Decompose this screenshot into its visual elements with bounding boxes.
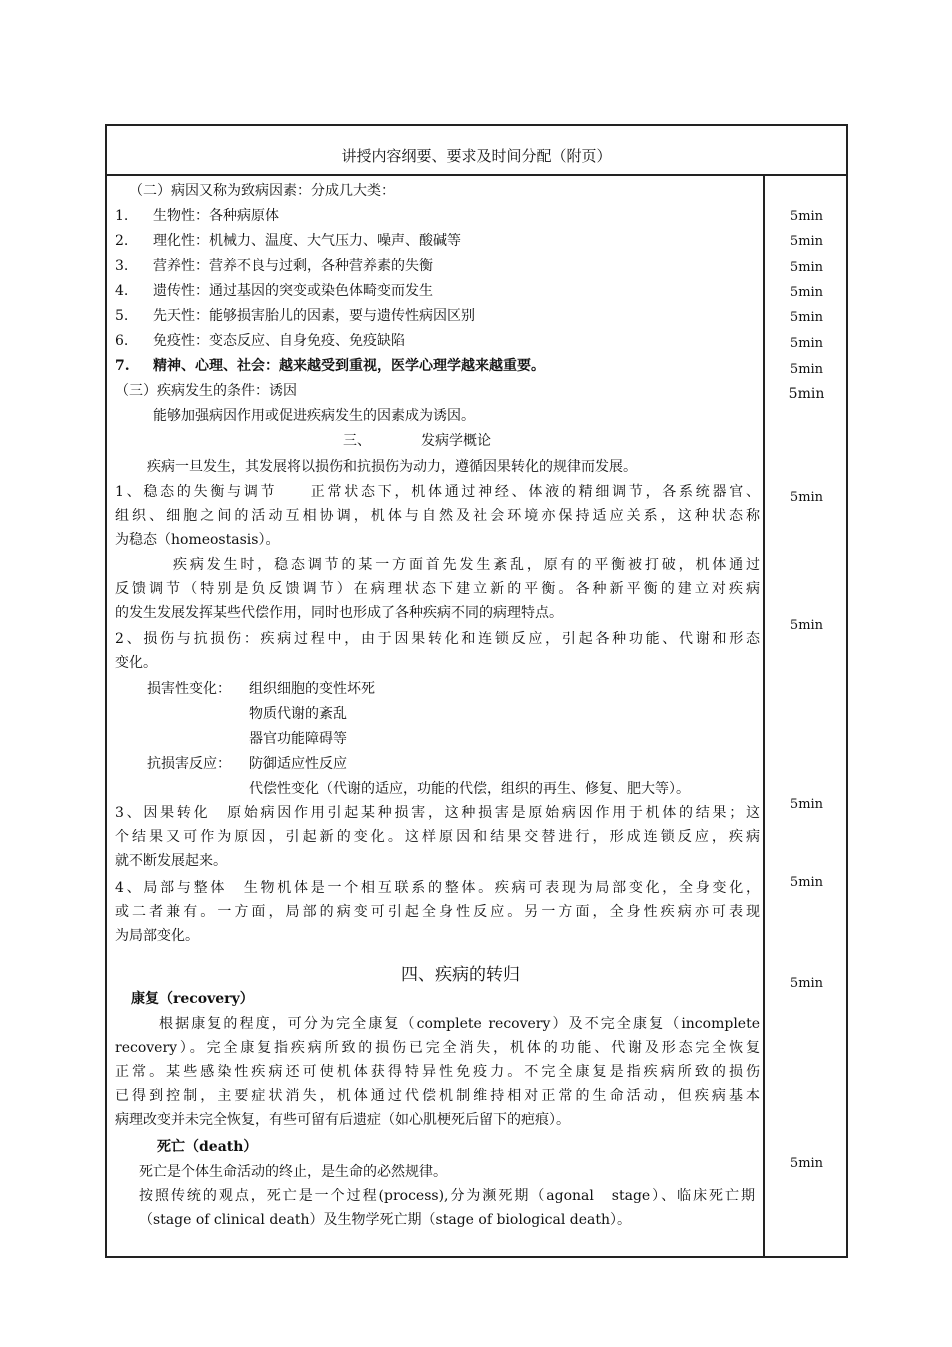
condition-heading: （三）疾病发生的条件：诱因 [115,383,297,399]
pathogenesis-intro: 疾病一旦发生，其发展将以损伤和抗损伤为动力，遵循因果转化的规律而发展。 [147,459,637,475]
outline-table [105,124,848,1258]
time-label: 5min [789,285,824,300]
condition-text: 能够加强病因作用或促进疾病发生的因素成为诱因。 [153,408,475,424]
time-column [763,176,846,1256]
list-item: 7. 精神、心理、社会：越来越受到重视，医学心理学越来越重要。 [115,358,545,374]
anti-item: 防御适应性反应 [249,756,347,772]
section3-title: 发病学概论 [421,433,491,449]
section3-num: 三、 [343,433,371,449]
time-label: 5min [789,875,824,890]
damage-item: 物质代谢的紊乱 [249,706,347,722]
time-label: 5min [789,260,824,275]
time-label: 5min [789,618,824,633]
anti-item: 代偿性变化（代谢的适应，功能的代偿，组织的再生、修复、肥大等）。 [249,781,690,797]
paragraph-local-whole: 4、局部与整体 生物机体是一个相互联系的整体。疾病可表现为局部变化，全身变化， 或二者兼有。一方面，局部的病变可引起全身性反应。另一方面，全身性疾病亦可表现 为局部变化。 [115,880,760,944]
table-header [107,126,846,176]
paragraph-damage: 2、损伤与抗损伤：疾病过程中，由于因果转化和连锁反应，引起各种功能、代谢和形态 变化。 [115,631,760,671]
list-item: 5. 先天性：能够损害胎儿的因素，要与遗传性病因区别 [115,308,475,324]
damage-item: 组织细胞的变性坏死 [249,681,375,697]
damage-item: 器官功能障碍等 [249,731,347,747]
paragraph-recovery: 根据康复的程度，可分为完全康复（complete recovery）及不完全康复（incomplete recovery）。完全康复指疾病所致的损伤已完全消失，机体的功能、代谢及形态完全恢复 正常。某些感染性疾病还可使机体获得特异性免疫力。不完全康复是指疾病所致的损伤 已得到控制，主要症状消失，机体通过代偿机制维持相对正常的生命活动，但疾病基本 病理改变并未完全恢复，有些可留有后遗症（如心肌梗死后留下的疤痕）。 [115,1016,760,1128]
paragraph-death: 按照传统的观点，死亡是一个过程(process),分为濒死期（agonal stage）、临床死亡期 （stage of clinical death）及生物学死亡期（stage of biological death）。 [139,1188,755,1228]
paragraph-homeostasis: 1、稳态的失衡与调节 正常状态下，机体通过神经、体液的精细调节，各系统器官、 组织、细胞之间的活动互相协调，机体与自然及社会环境亦保持适应关系，这种状态称 为稳态（homeostasis）。 [115,484,760,548]
anti-label: 抗损害反应： [147,756,231,772]
death-heading: 死亡（death） [157,1139,258,1155]
content-column [107,176,763,1256]
paragraph-balance: 疾病发生时，稳态调节的某一方面首先发生紊乱，原有的平衡被打破，机体通过 反馈调节（特别是负反馈调节）在病理状态下建立新的平衡。各种新平衡的建立对疾病 的发生发展发挥某些代偿作用，同时也形成了各种疾病不同的病理特点。 [115,557,760,621]
section4-heading: 四、疾病的转归 [401,965,520,985]
time-label: 5min [789,336,824,351]
time-label: 5min [789,362,824,377]
time-label: 5min [788,386,825,402]
time-label: 5min [789,234,824,249]
time-label: 5min [789,490,824,505]
table-title: 讲授内容纲要、要求及时间分配（附页） [341,146,612,165]
time-label: 5min [789,976,824,991]
time-label: 5min [789,310,824,325]
time-label: 5min [789,1156,824,1171]
damage-label: 损害性变化： [147,681,231,697]
cause-intro: （二）病因又称为致病因素：分成几大类： [129,183,395,199]
time-label: 5min [789,797,824,812]
time-label: 5min [789,209,824,224]
list-item: 4. 遗传性：通过基因的突变或染色体畸变而发生 [115,283,433,299]
list-item: 6. 免疫性：变态反应、自身免疫、免疫缺陷 [115,333,405,349]
recovery-heading: 康复（recovery） [131,991,254,1007]
section3-heading [343,430,491,450]
paragraph-causality: 3、因果转化 原始病因作用引起某种损害，这种损害是原始病因作用于机体的结果；这 个结果又可作为原因，引起新的变化。这样原因和结果交替进行，形成连锁反应，疾病 就不断发展起来。 [115,805,760,869]
list-item: 1. 生物性：各种病原体 [115,208,279,224]
death-line: 死亡是个体生命活动的终止，是生命的必然规律。 [139,1164,447,1180]
list-item: 3. 营养性：营养不良与过剩，各种营养素的失衡 [115,258,433,274]
list-item: 2. 理化性：机械力、温度、大气压力、噪声、酸碱等 [115,233,461,249]
